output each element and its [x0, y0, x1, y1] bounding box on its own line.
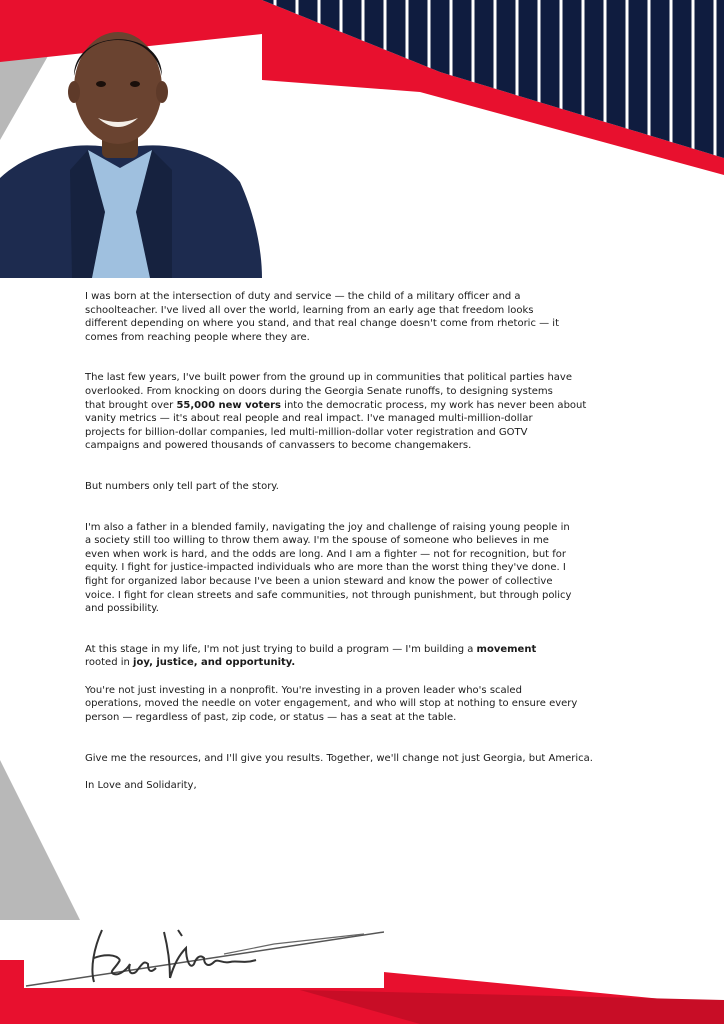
paragraph-4: I'm also a father in a blended family, navigating the joy and challenge of raising young people in a society still too willing to throw them away. I'm the spouse of someone who believes in me even when work is hard, and the odds are long. And I am a fighter — not for recognition, but for equity. I fight for justice-impacted individuals who are more than the worst thing they've done. I fight for organized labor because I've been a union steward and know the power of collective voice. I fight for clean streets and safe communities, not through punishment, but through policy and possibility. [85, 521, 572, 615]
paragraph-5 [85, 643, 645, 670]
paragraph-2-text-b: into the democratic process, my work has never been about vanity metrics — it's about real people and real impact. I've managed multi-million-dollar projects for billion-dollar companies, led multi-million-dollar voter registration and GOTV campaigns and powered thousands of canvassers to become changemakers. [85, 399, 587, 452]
handwritten-signature [24, 924, 384, 988]
bottom-grey-wedge [0, 760, 80, 920]
joy-justice-highlight: joy, justice, and opportunity. [133, 657, 296, 669]
paragraph-5-text-b: rooted in [85, 657, 130, 669]
paragraph-3: But numbers only tell part of the story. [85, 480, 279, 492]
closing-line: In Love and Solidarity, [85, 780, 197, 792]
portrait-photo [0, 0, 262, 278]
paragraph-1: I was born at the intersection of duty and service — the child of a military officer and a schoolteacher. I've lived all over the world, learning from an early age that freedom looks different depending on where you stand, and that real change doesn't come from rhetoric — it comes from reaching people where they are. [85, 291, 560, 343]
new-voters-highlight: 55,000 new voters [176, 399, 281, 411]
movement-highlight: movement [476, 643, 537, 655]
paragraph-5-text-a: At this stage in my life, I'm not just trying to build a program — I'm building a [85, 643, 477, 655]
paragraph-2-text-a: The last few years, I've built power from the ground up in communities that political parties have overlooked. From knocking on doors during the Georgia Senate runoffs, to designing systems that brought over [85, 372, 572, 411]
paragraph-2 [85, 371, 645, 453]
letter-body [85, 290, 645, 793]
paragraph-6: You're not just investing in a nonprofit. You're investing in a proven leader who's scaled operations, moved the needle on voter engagement, and who will stop at nothing to ensure every person — regardless of past, zip code, or status — has a seat at the table. [85, 684, 578, 724]
paragraph-7: Give me the resources, and I'll give you results. Together, we'll change not just Georgia, but America. [85, 752, 593, 764]
